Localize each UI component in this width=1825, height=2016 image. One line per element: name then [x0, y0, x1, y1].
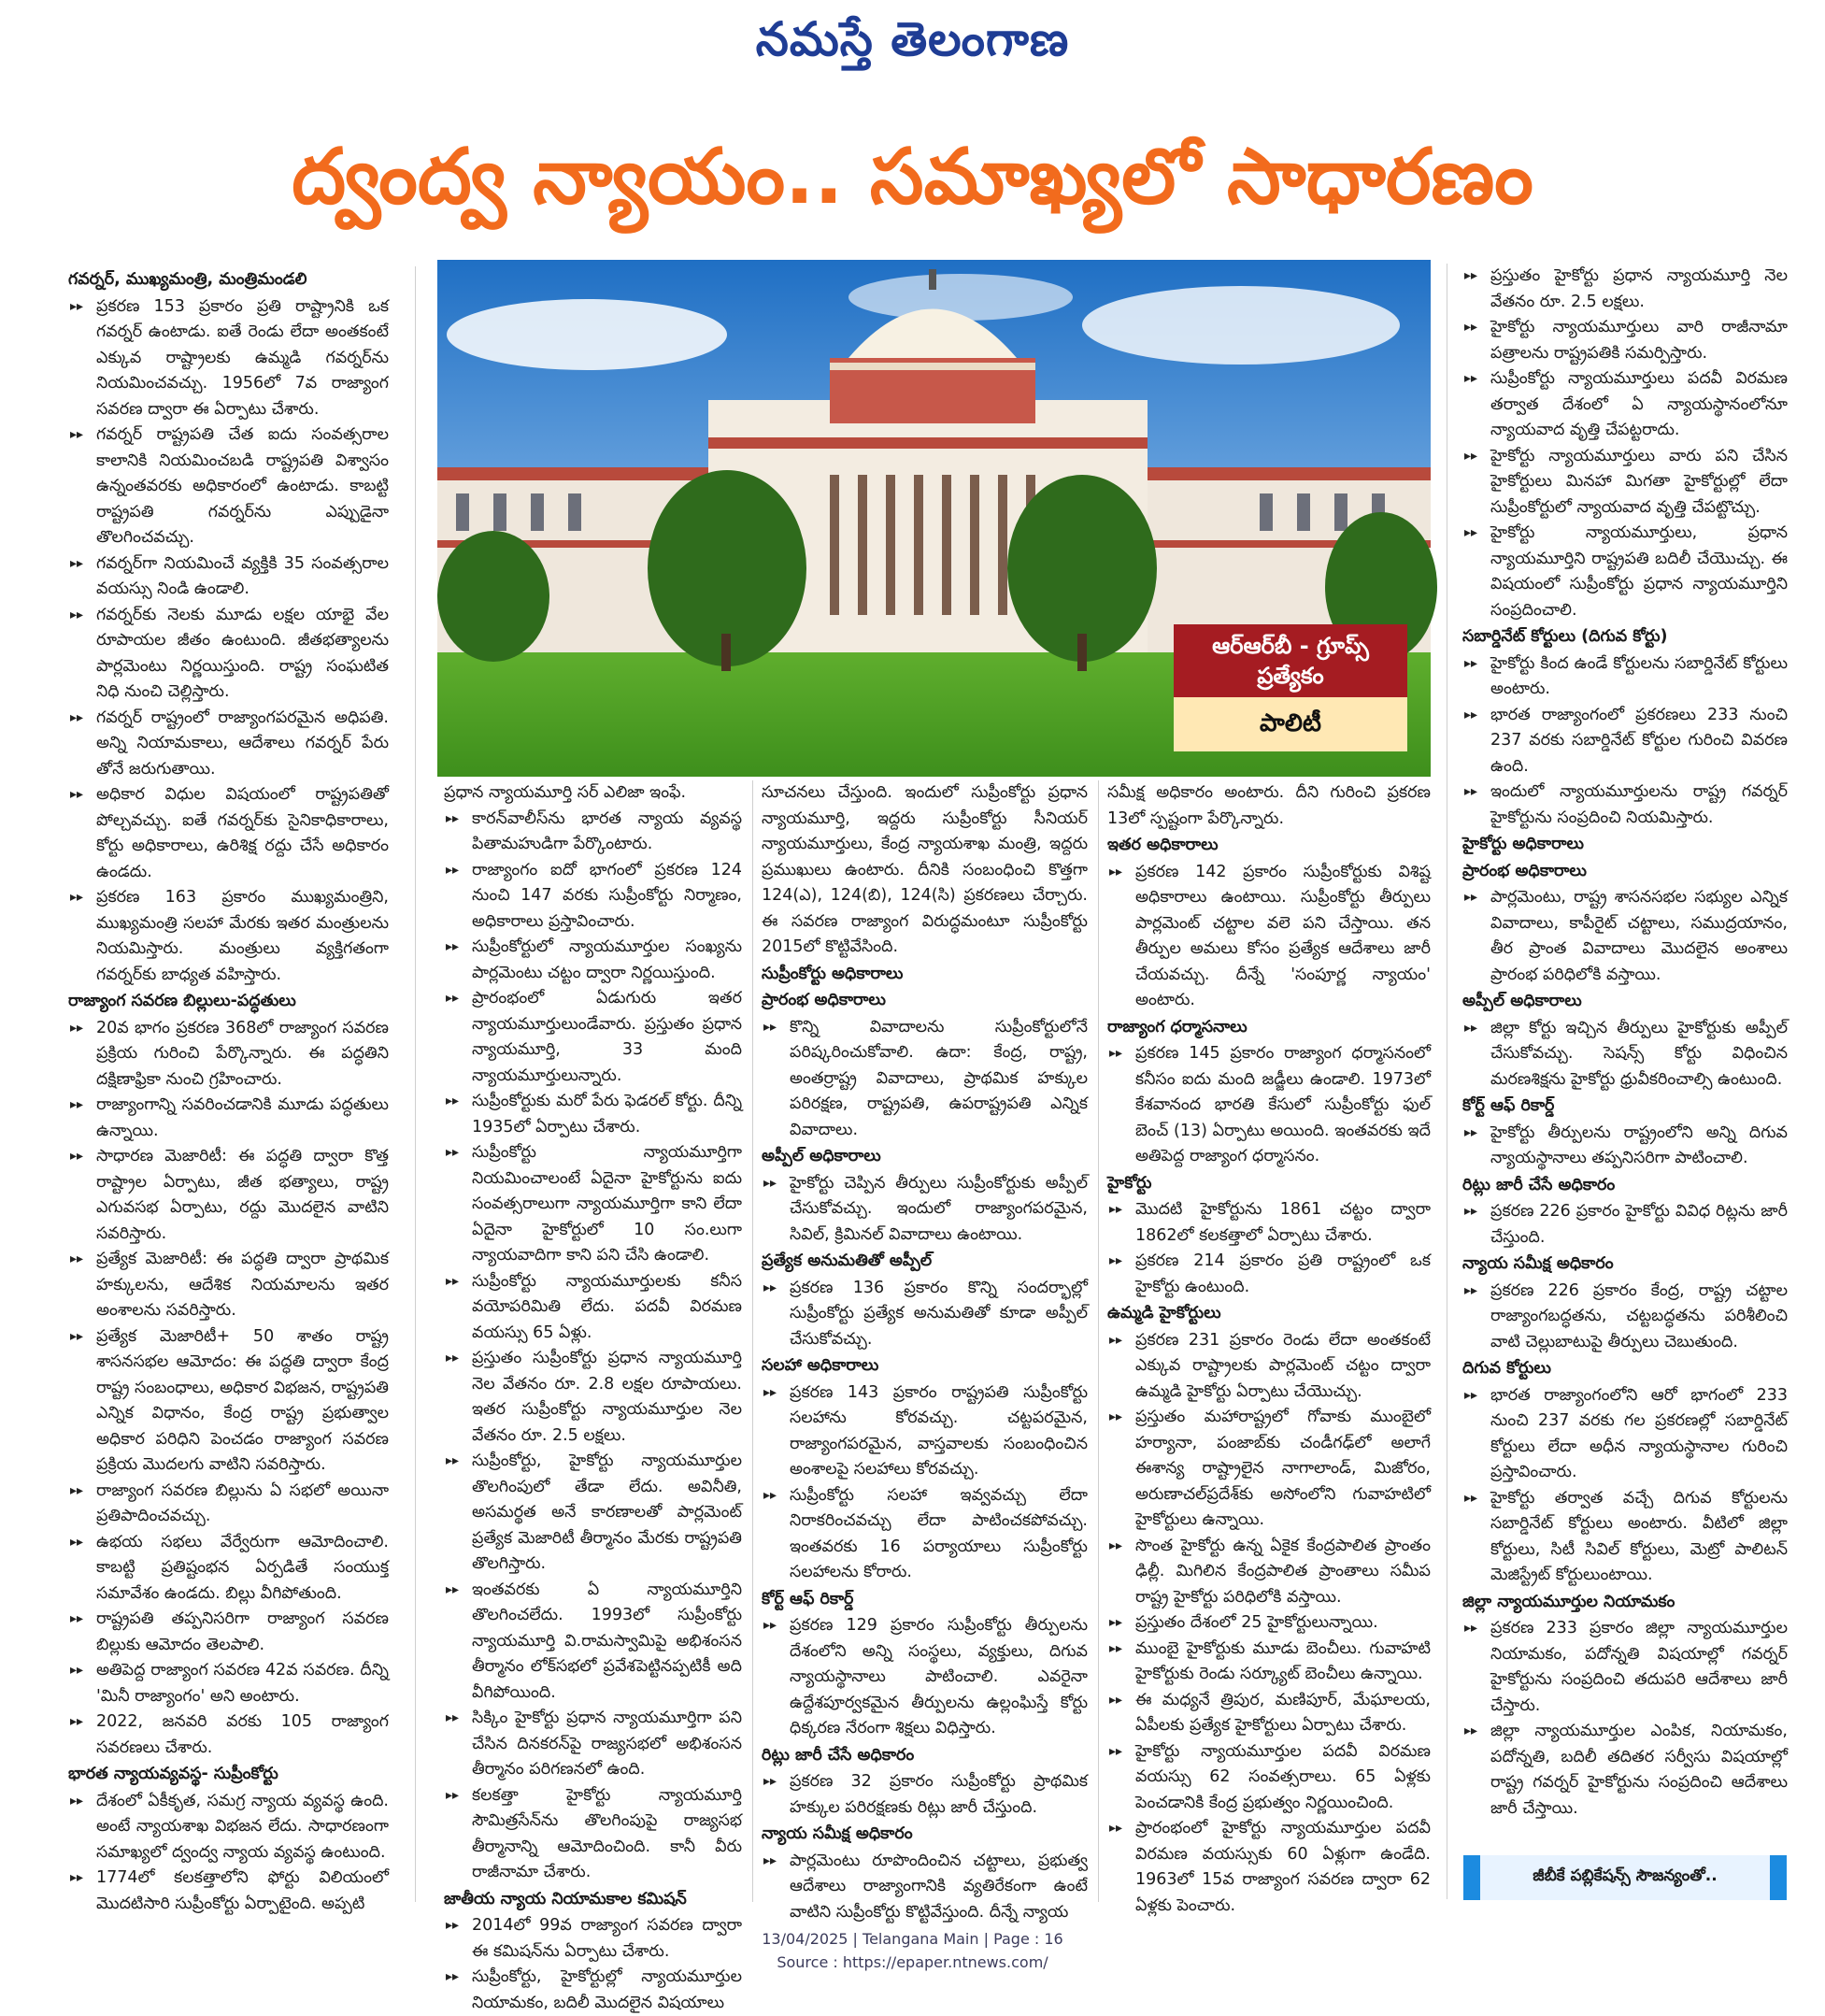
double-arrow-bullet-icon: ▸▸ [446, 991, 460, 1006]
bullet-text: ప్రకరణ 231 ప్రకారం రెండు లేదా అంతకంటే ఎక్కువ రాష్ట్రాలకు పార్లమెంట్ చట్టం ద్వారా ఉమ్మడి హైకోర్టు ఏర్పాటు చేయొచ్చు. [1135, 1330, 1431, 1401]
bullet-text: ప్రకరణ 143 ప్రకారం రాష్ట్రపతి సుప్రీంకోర్టు సలహాను కోరవచ్చు. చట్టపరమైన, రాజ్యాంగపరమైన, వాస్తవాలకు సంబంధించిన అంశాలపై సలహాలు కోరవచ్చు. [790, 1382, 1088, 1479]
bullet-point [1462, 1719, 1788, 1822]
bullet-text: దేశంలో ఏకీకృత, సమగ్ర న్యాయ వ్యవస్థ ఉంది. అంటే న్యాయశాఖ విభజన లేదు. సాధారణంగా సమాఖ్యలో ద్వంద్వ న్యాయ వ్యవస్థ ఉంటుంది. [96, 1791, 389, 1862]
section-heading: హైకోర్టు అధికారాలు [1462, 835, 1584, 853]
bullet-text: ప్రకరణ 233 ప్రకారం జిల్లా న్యాయమూర్తుల నియామకం, పదోన్నతి విషయాల్లో గవర్నర్ హైకోర్టును సంప్రదించి తదుపరి ఆదేశాలు జారీ చేస్తారు. [1490, 1619, 1788, 1715]
double-arrow-bullet-icon: ▸▸ [70, 890, 84, 905]
bullet-text: ప్రకరణ 142 ప్రకారం సుప్రీంకోర్టుకు విశిష్ట అధికారాలు ఉంటాయి. సుప్రీంకోర్టు తీర్పులు పార్లమెంట్ చట్టాల వలె పని చేస్తాయి. తన తీర్పుల అమలు కోసం ప్రత్యేక ఆదేశాలు జారీ చేయవచ్చు. దీన్నే 'సంపూర్ణ న్యాయం' అంటారు. [1135, 862, 1431, 1009]
double-arrow-bullet-icon: ▸▸ [446, 1351, 460, 1365]
bullet-text: గవర్నర్ రాష్ట్రంలో రాజ్యాంగపరమైన అధిపతి. అన్ని నియామకాలు, ఆదేశాలు గవర్నర్ పేరు తోనే జరుగుతాయి. [96, 708, 389, 779]
bullet-point [68, 1144, 389, 1247]
double-arrow-bullet-icon: ▸▸ [1109, 1743, 1123, 1759]
section-heading: గవర్నర్, ముఖ్యమంత్రి, మంత్రిమండలి [68, 270, 307, 289]
bullet-text: ప్రకరణ 214 ప్రకారం ప్రతి రాష్ట్రంలో ఒక హైకోర్టు ఉంటుంది. [1135, 1251, 1431, 1296]
bullet-point [68, 1479, 389, 1530]
bullet-text: ప్రకరణ 136 ప్రకారం కొన్ని సందర్భాల్లో సుప్రీంకోర్టు ప్రత్యేక అనుమతితో కూడా అప్పీల్ చేసుకోవచ్చు. [790, 1278, 1088, 1349]
bullet-text: ప్రస్తుతం దేశంలో 25 హైకోర్టులున్నాయి. [1135, 1613, 1378, 1632]
bullet-point [444, 1346, 742, 1449]
bullet-point [444, 986, 742, 1089]
bullet-point [68, 1709, 389, 1761]
bullet-text: గవర్నర్‌గా నియమించే వ్యక్తికి 35 సంవత్సరాల వయస్సు నిండి ఉండాలి. [96, 553, 389, 598]
double-arrow-bullet-icon: ▸▸ [70, 1020, 84, 1036]
credit-text: జీబీకే పబ్లికేషన్స్ సౌజన్యంతో.. [1533, 1866, 1718, 1885]
bullet-text: సుప్రీంకోర్టులో న్యాయమూర్తుల సంఖ్యను పార్లమెంటు చట్టం ద్వారా నిర్ణయిస్తుంది. [472, 937, 742, 982]
badge-subject-label: పాలిటీ [1174, 697, 1407, 751]
double-arrow-bullet-icon: ▸▸ [70, 1714, 84, 1729]
double-arrow-bullet-icon: ▸▸ [1109, 1640, 1123, 1656]
bullet-text: జిల్లా న్యాయమూర్తుల ఎంపిక, నియామకం, పదోన్నతి, బదిలీ తదితర సర్వీసు విషయాల్లో రాష్ట్ర గవర్నర్ హైకోర్టును సంప్రదించి ఆదేశాలు జారీ చేస్తాయి. [1490, 1722, 1788, 1818]
double-arrow-bullet-icon: ▸▸ [70, 555, 84, 571]
bullet-point [68, 782, 389, 885]
double-arrow-bullet-icon: ▸▸ [1464, 890, 1478, 905]
bullet-point [1462, 885, 1788, 988]
bullet-point [1107, 1688, 1431, 1739]
bullet-text: సుప్రీంకోర్టు సలహా ఇవ్వవచ్చు లేదా నిరాకరించవచ్చు లేదా పాటించకపోవచ్చు. ఇంతవరకు 16 పర్యాయాలు సుప్రీంకోర్టు సలహాలను కోరారు. [790, 1485, 1088, 1581]
section-heading: ప్రారంభ అధికారాలు [1462, 861, 1587, 880]
bullet-text: సుప్రీంకోర్టుకు మరో పేరు ఫెడరల్ కోర్టు. దీన్ని 1935లో ఏర్పాటు చేశారు. [472, 1092, 742, 1137]
section-heading: న్యాయ సమీక్ష అధికారం [1462, 1254, 1614, 1273]
section-heading: జాతీయ న్యాయ నియామకాల కమిషన్ [444, 1889, 687, 1909]
double-arrow-bullet-icon: ▸▸ [1464, 655, 1478, 671]
double-arrow-bullet-icon: ▸▸ [763, 1852, 777, 1868]
bullet-text: ప్రకరణ 129 ప్రకారం సుప్రీంకోర్టు తీర్పులను దేశంలోని అన్ని సంస్థలు, వ్యక్తులు, దిగువ న్యాయస్థానాలు పాటించాలి. ఎవరైనా ఉద్దేశపూర్వకమైన తీర్పులను ఉల్లంఘిస్తే కోర్టు ధిక్కరణ నేరంగా శిక్షలు విధిస్తారు. [790, 1616, 1088, 1737]
bullet-text: పార్లమెంటు, రాష్ట్ర శాసనసభల సభ్యుల ఎన్నిక వివాదాలు, కాపీరైట్ చట్టాలు, సముద్రయానం, తీర ప్రాంత వివాదాలు మొదలైన అంశాలు ప్రారంభ పరిధిలోకి వస్తాయి. [1490, 888, 1788, 984]
bullet-text: కొన్ని వివాదాలను సుప్రీంకోర్టులోనే పరిష్కరించుకోవాలి. ఉదా: కేంద్ర, రాష్ట్ర, అంతర్రాష్ట్ర వివాదాలు, ప్రాథమిక హక్కుల పరిరక్షణ, రాష్ట్రపతి, ఉపరాష్ట్రపతి ఎన్నిక వివాదాలు. [790, 1017, 1088, 1139]
double-arrow-bullet-icon: ▸▸ [763, 1175, 777, 1191]
double-arrow-bullet-icon: ▸▸ [763, 1384, 777, 1400]
section-heading: రాజ్యాంగ సవరణ బిల్లులు-పద్ధతులు [68, 992, 296, 1010]
section-heading: రాజ్యాంగ ధర్మాసనాలు [1107, 1017, 1248, 1037]
double-arrow-bullet-icon: ▸▸ [1109, 1253, 1123, 1268]
bullet-point [1462, 1616, 1788, 1719]
double-arrow-bullet-icon: ▸▸ [763, 1774, 777, 1789]
bullet-text: భారత రాజ్యాంగంలోని ఆరో భాగంలో 233 నుంచి 237 వరకు గల ప్రకరణల్లో సబార్డినేట్ కోర్టులు లేదా అధీన న్యాయస్థానాల గురించి ప్రస్తావించారు. [1490, 1385, 1788, 1481]
double-arrow-bullet-icon: ▸▸ [1464, 371, 1478, 386]
double-arrow-bullet-icon: ▸▸ [1464, 1490, 1478, 1506]
double-arrow-bullet-icon: ▸▸ [1109, 1046, 1123, 1061]
article-column-2 [444, 780, 742, 2012]
bullet-point [1462, 366, 1788, 444]
double-arrow-bullet-icon: ▸▸ [70, 1097, 84, 1112]
double-arrow-bullet-icon: ▸▸ [1109, 1202, 1123, 1217]
bullet-text: ప్రస్తుతం మహారాష్ట్రలో గోవాకు ముంబైలో హర్యానా, పంజాబ్‌కు చండీగఢ్‌లో అలాగే ఈశాన్య రాష్ట్రాలైన నాగాలాండ్, మిజోరం, అరుణాచల్‌ప్రదేశ్‌కు అసోంలోని గువాహటిలో హైకోర్టులు ఉన్నాయి. [1135, 1408, 1431, 1529]
bullet-point [68, 551, 389, 603]
bullet-point [68, 1016, 389, 1094]
bullet-text: 2014లో 99వ రాజ్యాంగ సవరణ ద్వారా ఈ కమిషన్‌ను ఏర్పాటు చేశారు. [472, 1916, 742, 1961]
page-footer [0, 1927, 1825, 1974]
double-arrow-bullet-icon: ▸▸ [70, 1328, 84, 1344]
bullet-point [762, 1849, 1088, 1926]
double-arrow-bullet-icon: ▸▸ [1464, 784, 1478, 799]
section-heading: కోర్ట్ ఆఫ్ రికార్డ్ [1462, 1096, 1555, 1115]
double-arrow-bullet-icon: ▸▸ [1109, 1615, 1123, 1630]
double-arrow-bullet-icon: ▸▸ [70, 1251, 84, 1266]
continued-paragraph: ప్రధాన న్యాయమూర్తి సర్ ఎలిజా ఇంఫే. [444, 783, 687, 802]
bullet-text: ఉభయ సభలు వేర్వేరుగా ఆమోదించాలి. కాబట్టి ప్రతిష్టంభన ఏర్పడితే సంయుక్త సమావేశం ఉండదు. బిల్లు వీగిపోతుంది. [96, 1532, 389, 1603]
section-heading: ప్రారంభ అధికారాలు [762, 991, 886, 1009]
bullet-point [1462, 1486, 1788, 1589]
bullet-point [1107, 1610, 1431, 1637]
bullet-point [1462, 779, 1788, 831]
masthead-logo: నమస్తే తెలంగాణ [755, 11, 1070, 66]
section-heading: భారత న్యాయవ్యవస్థ- సుప్రీంకోర్టు [68, 1765, 278, 1783]
bullet-text: కలకత్తా హైకోర్టు న్యాయమూర్తి సౌమిత్రసేన్‌ను తొలగింపుపై రాజ్యసభ తీర్మానాన్ని ఆమోదించింది. కానీ వీరు రాజీనామా చేశారు. [472, 1785, 742, 1881]
double-arrow-bullet-icon: ▸▸ [1109, 1332, 1123, 1348]
badge-series-label: ఆర్‌ఆర్‌బీ - గ్రూప్స్ ప్రత్యేకం [1174, 624, 1407, 697]
section-heading: ఇతర అధికారాలు [1107, 836, 1219, 854]
bullet-point [444, 1449, 742, 1578]
bullet-text: 20వ భాగం ప్రకరణ 368లో రాజ్యాంగ సవరణ ప్రక్రియ గురించి పేర్కొన్నారు. ఈ పద్ధతిని దక్షిణాఫ్రికా నుంచి గ్రహించారు. [96, 1018, 389, 1089]
bullet-text: సుప్రీంకోర్టు, హైకోర్టు న్యాయమూర్తుల తొలగింపులో తేడా లేదు. అవినీతి, అసమర్థత అనే కారణాలతో పార్లమెంట్ ప్రత్యేక మెజారిటీ తీర్మానం మేరకు రాష్ట్రపతి తొలగిస్తారు. [472, 1451, 742, 1573]
bullet-point [1462, 1199, 1788, 1251]
bullet-text: ఇందులో న్యాయమూర్తులను రాష్ట్ర గవర్నర్ హైకోర్టును సంప్రదించి నియమిస్తారు. [1490, 782, 1788, 827]
double-arrow-bullet-icon: ▸▸ [70, 1534, 84, 1550]
double-arrow-bullet-icon: ▸▸ [1109, 1821, 1123, 1836]
article-column-3 [762, 780, 1088, 1922]
double-arrow-bullet-icon: ▸▸ [1464, 1124, 1478, 1140]
bullet-text: హైకోర్టు తర్వాత వచ్చే దిగువ కోర్టులను సబార్డినేట్ కోర్టులు అంటారు. వీటిలో జిల్లా కోర్టులు, సిటీ సివిల్ కోర్టులు, మెట్రో పాలిటన్ మెజిస్ట్రేట్ కోర్టులుంటాయి. [1490, 1488, 1788, 1584]
double-arrow-bullet-icon: ▸▸ [446, 1094, 460, 1108]
article-column-5 [1462, 264, 1788, 1852]
bullet-point [1107, 1249, 1431, 1300]
bullet-point [68, 706, 389, 783]
bullet-text: గవర్నర్‌కు నెలకు మూడు లక్షల యాభై వేల రూపాయల జీతం ఉంటుంది. జీతభత్యాలను పార్లమెంటు నిర్ణయిస్తుంది. రాష్ట్ర సంఘటిత నిధి నుంచి చెల్లిస్తారు. [96, 605, 389, 701]
article-column-1 [68, 266, 389, 1913]
double-arrow-bullet-icon: ▸▸ [763, 1618, 777, 1633]
bullet-point [1462, 444, 1788, 522]
section-heading: ప్రత్యేక అనుమతితో అప్పీల్ [762, 1251, 933, 1270]
double-arrow-bullet-icon: ▸▸ [1464, 1621, 1478, 1636]
bullet-point [68, 294, 389, 423]
bullet-point [1462, 703, 1788, 780]
double-arrow-bullet-icon: ▸▸ [763, 1487, 777, 1503]
continued-paragraph: సూచనలు చేస్తుంది. ఇందులో సుప్రీంకోర్టు ప్రధాన న్యాయమూర్తి, ఇద్దరు సుప్రీంకోర్టు సీనియర్ న్యాయమూర్తులు, కేంద్ర న్యాయశాఖ మంత్రి, ఇద్దరు ప్రముఖులు ఉంటారు. దీనికి సంబంధించి కొత్తగా 124(ఎ), 124(బి), 124(సి) ప్రకరణలు చేర్చారు. ఈ సవరణ రాజ్యాంగ విరుద్ధమంటూ సుప్రీంకోర్టు 2015లో కొట్టివేసింది. [762, 783, 1088, 956]
double-arrow-bullet-icon: ▸▸ [70, 1793, 84, 1809]
section-heading: అప్పీల్ అధికారాలు [762, 1147, 881, 1165]
double-arrow-bullet-icon: ▸▸ [70, 709, 84, 725]
bullet-point [68, 1324, 389, 1479]
double-arrow-bullet-icon: ▸▸ [70, 1611, 84, 1626]
double-arrow-bullet-icon: ▸▸ [1464, 1204, 1478, 1219]
bullet-text: ముంబై హైకోర్టుకు మూడు బెంచీలు. గువాహటి హైకోర్టుకు రెండు సర్క్యూట్ బెంచీలు ఉన్నాయి. [1135, 1638, 1431, 1683]
bullet-point [762, 1015, 1088, 1144]
double-arrow-bullet-icon: ▸▸ [1464, 1282, 1478, 1298]
publisher-credit [1463, 1855, 1787, 1900]
bullet-text: సుప్రీంకోర్టు, హైకోర్టుల్లో న్యాయమూర్తుల నియామకం, బదిలీ మొదలైన విషయాలు [472, 1967, 742, 2012]
double-arrow-bullet-icon: ▸▸ [446, 1969, 460, 1984]
bullet-text: హైకోర్టు చెప్పిన తీర్పులు సుప్రీంకోర్టుకు అప్పీల్ చేసుకోవచ్చు. ఇందులో రాజ్యాంగపరమైన, సివిల్, క్రిమినల్ వివాదాలు ఉంటాయి. [790, 1173, 1088, 1244]
bullet-text: హైకోర్టు తీర్పులను రాష్ట్రంలోని అన్ని దిగువ న్యాయస్థానాలు తప్పనిసరిగా పాటించాలి. [1490, 1122, 1788, 1167]
bullet-text: ప్రస్తుతం సుప్రీంకోర్టు ప్రధాన న్యాయమూర్తి నెల వేతనం రూ. 2.8 లక్షల రూపాయలు. ఇతర సుప్రీంకోర్టు న్యాయమూర్తుల నెల వేతనం రూ. 2.5 లక్షలు. [472, 1349, 742, 1445]
double-arrow-bullet-icon: ▸▸ [1464, 1387, 1478, 1403]
bullet-point [444, 1140, 742, 1269]
double-arrow-bullet-icon: ▸▸ [446, 1581, 460, 1597]
section-heading: దిగువ కోర్టులు [1462, 1359, 1551, 1378]
bullet-text: హైకోర్టు న్యాయమూర్తులు వారి రాజీనామా పత్రాలను రాష్ట్రపతికి సమర్పిస్తారు. [1490, 318, 1788, 363]
bullet-point [1107, 1405, 1431, 1534]
bullet-point [1462, 1121, 1788, 1172]
bullet-point [1462, 315, 1788, 366]
bullet-point [1462, 1279, 1788, 1356]
bullet-point [762, 1171, 1088, 1249]
footer-date-page: 13/04/2025 | Telangana Main | Page : 16 [762, 1930, 1063, 1948]
bullet-text: సుప్రీంకోర్టు న్యాయమూర్తులకు కనీస వయోపరిమితి లేదు. పదవీ విరమణ వయస్సు 65 ఏళ్లు. [472, 1271, 742, 1342]
bullet-text: పార్లమెంటు రూపొందించిన చట్టాలు, ప్రభుత్వ ఆదేశాలు రాజ్యాంగానికి వ్యతిరేకంగా ఉంటే వాటిని సుప్రీంకోర్టు కొట్టివేస్తుంది. దీన్నే న్యాయ [790, 1851, 1088, 1922]
bullet-text: సొంత హైకోర్టు ఉన్న ఏకైక కేంద్రపాలిత ప్రాంతం ఢిల్లీ. మిగిలిన కేంద్రపాలిత ప్రాంతాలు సమీప రాష్ట్ర హైకోర్టు పరిధిలోకి వస్తాయి. [1135, 1536, 1431, 1607]
bullet-text: ప్రకరణ 32 ప్రకారం సుప్రీంకోర్టు ప్రాథమిక హక్కుల పరిరక్షణకు రిట్లు జారీ చేస్తుంది. [790, 1772, 1088, 1817]
bullet-point [444, 807, 742, 858]
column-divider [415, 266, 416, 1902]
double-arrow-bullet-icon: ▸▸ [446, 1787, 460, 1803]
bullet-point [762, 1769, 1088, 1821]
bullet-point [68, 1866, 389, 1917]
double-arrow-bullet-icon: ▸▸ [446, 1710, 460, 1725]
bullet-point [68, 1789, 389, 1866]
bullet-point [68, 1247, 389, 1324]
bullet-point [68, 422, 389, 551]
section-heading: రిట్లు జారీ చేసే అధికారం [762, 1745, 915, 1765]
article-column-4 [1107, 780, 1431, 1915]
double-arrow-bullet-icon: ▸▸ [1464, 1723, 1478, 1738]
bullet-text: 2022, జనవరి వరకు 105 రాజ్యాంగ సవరణలు చేశారు. [96, 1712, 389, 1757]
bullet-text: కారన్‌వాలీస్‌ను భారత న్యాయ వ్యవస్థ పితామహుడిగా పేర్కొంటారు. [472, 808, 742, 853]
bullet-text: ప్రకరణ 153 ప్రకారం ప్రతి రాష్ట్రానికి ఒక గవర్నర్ ఉంటాడు. ఐతే రెండు లేదా అంతకంటే ఎక్కువ రాష్ట్రాలకు ఉమ్మడి గవర్నర్‌ను నియమించవచ్చు. 1956లో 7వ రాజ్యాంగ సవరణ ద్వారా ఈ ఏర్పాటు చేశారు. [96, 296, 389, 419]
bullet-text: ఈ మధ్యనే త్రిపుర, మణిపూర్, మేఘాలయ, ఏపీలకు ప్రత్యేక హైకోర్టులు ఏర్పాటు చేశారు. [1135, 1690, 1431, 1735]
bullet-point [68, 1658, 389, 1709]
bullet-text: ప్రకరణ 226 ప్రకారం హైకోర్టు వివిధ రిట్లను జారీ చేస్తుంది. [1490, 1202, 1788, 1247]
double-arrow-bullet-icon: ▸▸ [1464, 1020, 1478, 1036]
double-arrow-bullet-icon: ▸▸ [70, 298, 84, 314]
section-heading: రిట్లు జారీ చేసే అధికారం [1462, 1175, 1616, 1194]
bullet-text: ప్రకరణ 163 ప్రకారం ముఖ్యమంత్రిని, ముఖ్యమంత్రి సలహా మేరకు ఇతర మంత్రులను నియమిస్తారు. మంత్రులు వ్యక్తిగతంగా గవర్నర్‌కు బాధ్యత వహిస్తారు. [96, 888, 389, 984]
double-arrow-bullet-icon: ▸▸ [446, 939, 460, 954]
bullet-text: ప్రత్యేక మెజారిటీ: ఈ పద్ధతి ద్వారా ప్రాథమిక హక్కులను, ఆదేశిక నియమాలను ఇతర అంశాలను సవరిస్తారు. [96, 1250, 389, 1320]
bullet-point [68, 603, 389, 706]
bullet-text: ప్రస్తుతం హైకోర్టు ప్రధాన న్యాయమూర్తి నెల వేతనం రూ. 2.5 లక్షలు. [1490, 266, 1788, 311]
bullet-text: జిల్లా కోర్టు ఇచ్చిన తీర్పులు హైకోర్టుకు అప్పీల్ చేసుకోవచ్చు. సెషన్స్ కోర్టు విధించిన మరణశిక్షను హైకోర్టు ధ్రువీకరించాల్సి ఉంటుంది. [1490, 1018, 1788, 1089]
bullet-text: హైకోర్టు న్యాయమూర్తుల పదవీ విరమణ వయస్సు 62 సంవత్సరాలు. 65 ఏళ్లకు పెంచడానికి కేంద్ర ప్రభుత్వం నిర్ణయించింది. [1135, 1741, 1431, 1812]
bullet-text: సాధారణ మెజారిటీ: ఈ పద్ధతి ద్వారా కొత్త రాష్ట్రాల ఏర్పాటు, జీత భత్యాలు, రాష్ట్ర ఎగువసభ ఏర్పాటు, రద్దు మొదలైన వాటిని సవరిస్తారు. [96, 1147, 389, 1243]
bullet-point [1462, 1016, 1788, 1094]
bullet-point [68, 1093, 389, 1144]
bullet-point [444, 935, 742, 986]
bullet-point [444, 1783, 742, 1886]
bullet-text: రాష్ట్రపతి తప్పనిసరిగా రాజ్యాంగ సవరణ బిల్లుకు ఆమోదం తెలపాలి. [96, 1609, 389, 1654]
bullet-point [1462, 651, 1788, 703]
bullet-text: సుప్రీంకోర్టు న్యాయమూర్తిగా నియమించాలంటే ఏదైనా హైకోర్టును ఐదు సంవత్సరాలుగా న్యాయమూర్తిగా కాని లేదా ఏదైనా హైకోర్టులో 10 సం.లుగా న్యాయవాదిగా కాని పని చేసి ఉండాలి. [472, 1143, 742, 1265]
double-arrow-bullet-icon: ▸▸ [1464, 525, 1478, 540]
bullet-point [444, 1089, 742, 1140]
bullet-text: సుప్రీంకోర్టు న్యాయమూర్తులు పదవీ విరమణ తర్వాత దేశంలో ఏ న్యాయస్థానంలోనూ న్యాయవాద వృత్తి చేపట్టరాదు. [1490, 369, 1788, 439]
bullet-point [444, 1578, 742, 1707]
section-heading: కోర్ట్ ఆఫ్ రికార్డ్ [762, 1589, 854, 1609]
double-arrow-bullet-icon: ▸▸ [1464, 448, 1478, 464]
section-heading: సబార్డినేట్ కోర్టులు (దిగువ కోర్టు) [1462, 627, 1668, 646]
bullet-point [444, 858, 742, 936]
bullet-text: అధికార విధుల విషయంలో రాష్ట్రపతితో పోల్చవచ్చు. ఐతే గవర్నర్‌కు సైనికాధికారాలు, కోర్టు అధికారాలు, ఉరిశిక్ష రద్దు చేసే అధికారం ఉండదు. [96, 785, 389, 881]
bullet-text: ప్రకరణ 226 ప్రకారం కేంద్ర, రాష్ట్ర చట్టాల రాజ్యాంగబద్ధతను, చట్టబద్ధతను పరిశీలించి వాటి చెల్లుబాటుపై తీర్పులు చెబుతుంది. [1490, 1280, 1788, 1351]
double-arrow-bullet-icon: ▸▸ [763, 1019, 777, 1035]
bullet-point [68, 1530, 389, 1608]
bullet-point [762, 1483, 1088, 1586]
bullet-point [1462, 264, 1788, 315]
double-arrow-bullet-icon: ▸▸ [1109, 1409, 1123, 1424]
double-arrow-bullet-icon: ▸▸ [763, 1280, 777, 1295]
bullet-point [1107, 1739, 1431, 1817]
double-arrow-bullet-icon: ▸▸ [70, 787, 84, 802]
bullet-text: గవర్నర్ రాష్ట్రపతి చేత ఐదు సంవత్సరాల కాలానికి నియమించబడి రాష్ట్రపతి విశ్వాసం ఉన్నంతవరకు అధికారంలో ఉంటాడు. కాబట్టి రాష్ట్రపతి గవర్నర్‌ను ఎప్పుడైనా తొలగించవచ్చు. [96, 425, 389, 547]
double-arrow-bullet-icon: ▸▸ [70, 427, 84, 442]
double-arrow-bullet-icon: ▸▸ [70, 1663, 84, 1678]
double-arrow-bullet-icon: ▸▸ [1109, 864, 1123, 879]
bullet-text: ప్రారంభంలో ఏడుగురు ఇతర న్యాయమూర్తులుండేవారు. ప్రస్తుతం ప్రధాన న్యాయమూర్తి, 33 మంది న్యాయమూర్తులున్నారు. [472, 989, 742, 1085]
double-arrow-bullet-icon: ▸▸ [446, 862, 460, 878]
bullet-point [1107, 860, 1431, 1014]
bullet-point [1462, 521, 1788, 623]
bullet-point [1107, 1637, 1431, 1688]
page-headline: ద్వంద్వ న్యాయం.. సమాఖ్యలో సాధారణం [292, 133, 1533, 222]
credit-bar-left [1463, 1855, 1480, 1900]
section-heading: న్యాయ సమీక్ష అధికారం [762, 1824, 913, 1843]
bullet-point [1107, 1197, 1431, 1249]
bullet-point [1107, 1041, 1431, 1170]
bullet-text: రాజ్యాంగ సవరణ బిల్లును ఏ సభలో అయినా ప్రతిపాదించవచ్చు. [96, 1480, 389, 1525]
bullet-text: ప్రకరణ 145 ప్రకారం రాజ్యాంగ ధర్మాసనంలో కనీసం ఐదు మంది జడ్జీలు ఉండాలి. 1973లో కేశవానంద భారతి కేసులో సుప్రీంకోర్టు ఫుల్ బెంచ్ (13) ఏర్పాటు అయింది. ఇంతవరకు ఇదే అతిపెద్ద రాజ్యాంగ ధర్మాసనం. [1135, 1044, 1431, 1165]
bullet-text: హైకోర్టు న్యాయమూర్తులు, ప్రధాన న్యాయమూర్తిని రాష్ట్రపతి బదిలీ చేయొచ్చు. ఈ విషయంలో సుప్రీంకోర్టు ప్రధాన న్యాయమూర్తిని సంప్రదించాలి. [1490, 523, 1788, 620]
bullet-point [1107, 1328, 1431, 1406]
bullet-point [444, 1706, 742, 1783]
bullet-point [762, 1380, 1088, 1483]
double-arrow-bullet-icon: ▸▸ [446, 1453, 460, 1468]
double-arrow-bullet-icon: ▸▸ [446, 1145, 460, 1160]
double-arrow-bullet-icon: ▸▸ [446, 1918, 460, 1933]
bullet-text: ఇంతవరకు ఏ న్యాయమూర్తిని తొలగించలేదు. 1993లో సుప్రీంకోర్టు న్యాయమూర్తి వి.రామస్వామిపై అభిశంసన తీర్మానం లోక్‌సభలో ప్రవేశపెట్టినప్పటికీ అది వీగిపోయింది. [472, 1580, 742, 1702]
bullet-text: మొదటి హైకోర్టును 1861 చట్టం ద్వారా 1862లో కలకత్తాలో ఏర్పాటు చేశారు. [1135, 1200, 1431, 1245]
double-arrow-bullet-icon: ▸▸ [1464, 268, 1478, 283]
section-heading: జిల్లా న్యాయమూర్తుల నియామకం [1462, 1592, 1675, 1611]
double-arrow-bullet-icon: ▸▸ [1464, 707, 1478, 722]
continued-paragraph: సమీక్ష అధికారం అంటారు. దీని గురించి ప్రకరణ 13లో స్పష్టంగా పేర్కొన్నారు. [1107, 783, 1431, 828]
double-arrow-bullet-icon: ▸▸ [1109, 1692, 1123, 1708]
double-arrow-bullet-icon: ▸▸ [446, 810, 460, 826]
bullet-text: భారత రాజ్యాంగంలో ప్రకరణలు 233 నుంచి 237 వరకు సబార్డినేట్ కోర్టుల గురించి వివరణ ఉంది. [1490, 705, 1788, 776]
bullet-point [762, 1613, 1088, 1742]
column-divider [1098, 780, 1099, 1902]
bullet-text: హైకోర్టు న్యాయమూర్తులు వారు పని చేసిన హైకోర్టులు మినహా మిగతా హైకోర్టుల్లో లేదా సుప్రీంకోర్టులో న్యాయవాద వృత్తి చేపట్టొచ్చు. [1490, 446, 1788, 517]
bullet-text: 1774లో కలకత్తాలోని ఫోర్టు విలియంలో మొదటిసారి సుప్రీంకోర్టు ఏర్పాటైంది. అప్పటి [96, 1868, 389, 1913]
bullet-point [444, 1269, 742, 1347]
credit-bar-right [1770, 1855, 1787, 1900]
section-badge [1174, 624, 1407, 751]
section-heading: అప్పీల్ అధికారాలు [1462, 992, 1582, 1010]
bullet-point [1462, 1383, 1788, 1486]
double-arrow-bullet-icon: ▸▸ [1109, 1537, 1123, 1553]
bullet-text: ప్రత్యేక మెజారిటీ+ 50 శాతం రాష్ట్ర శాసనసభల ఆమోదం: ఈ పద్ధతి ద్వారా కేంద్ర రాష్ట్ర సంబంధాలు, అధికార విభజన, రాష్ట్రపతి ఎన్నిక విధానం, కేంద్ర రాష్ట్ర ప్రభుత్వాల అధికార పరిధిని పెంచడం రాజ్యాంగ సవరణ ప్రక్రియ మొదలగు వాటిని సవరిస్తారు. [96, 1326, 389, 1474]
section-heading: సుప్రీంకోర్టు అధికారాలు [762, 964, 904, 983]
bullet-text: అతిపెద్ద రాజ్యాంగ సవరణ 42వ సవరణ. దీన్ని 'మినీ రాజ్యాంగం' అని అంటారు. [96, 1661, 389, 1706]
bullet-text: రాజ్యాంగాన్ని సవరించడానికి మూడు పద్ధతులు ఉన్నాయి. [96, 1095, 389, 1140]
double-arrow-bullet-icon: ▸▸ [70, 1870, 84, 1885]
bullet-text: సిక్కిం హైకోర్టు ప్రధాన న్యాయమూర్తిగా పని చేసిన దినకరన్‌పై రాజ్యసభలో అభిశంసన తీర్మానం పరిగణనలో ఉంది. [472, 1709, 742, 1779]
bullet-point [762, 1276, 1088, 1353]
footer-source-link[interactable]: Source : https://epaper.ntnews.com/ [777, 1953, 1048, 1971]
section-heading: సలహా అధికారాలు [762, 1356, 879, 1375]
double-arrow-bullet-icon: ▸▸ [70, 1482, 84, 1498]
double-arrow-bullet-icon: ▸▸ [70, 1149, 84, 1164]
bullet-point [1107, 1816, 1431, 1919]
bullet-point [68, 885, 389, 988]
column-divider [752, 780, 753, 1902]
bullet-text: ప్రారంభంలో హైకోర్టు న్యాయమూర్తుల పదవీ విరమణ వయస్సుకు 60 ఏళ్లుగా ఉండేది. 1963లో 15వ రాజ్యాంగ సవరణ ద్వారా 62 ఏళ్లకు పెంచారు. [1135, 1819, 1431, 1915]
double-arrow-bullet-icon: ▸▸ [446, 1273, 460, 1289]
double-arrow-bullet-icon: ▸▸ [70, 607, 84, 622]
section-heading: హైకోర్టు [1107, 1173, 1152, 1193]
bullet-text: రాజ్యాంగం ఐదో భాగంలో ప్రకరణ 124 నుంచి 147 వరకు సుప్రీంకోర్టు నిర్మాణం, అధికారాలు ప్రస్తావించారు. [472, 860, 742, 931]
bullet-text: హైకోర్టు కింద ఉండే కోర్టులను సబార్డినేట్ కోర్టులు అంటారు. [1490, 653, 1788, 698]
bullet-point [68, 1607, 389, 1658]
double-arrow-bullet-icon: ▸▸ [1464, 320, 1478, 335]
bullet-point [1107, 1534, 1431, 1611]
section-heading: ఉమ్మడి హైకోర్టులు [1107, 1304, 1221, 1323]
